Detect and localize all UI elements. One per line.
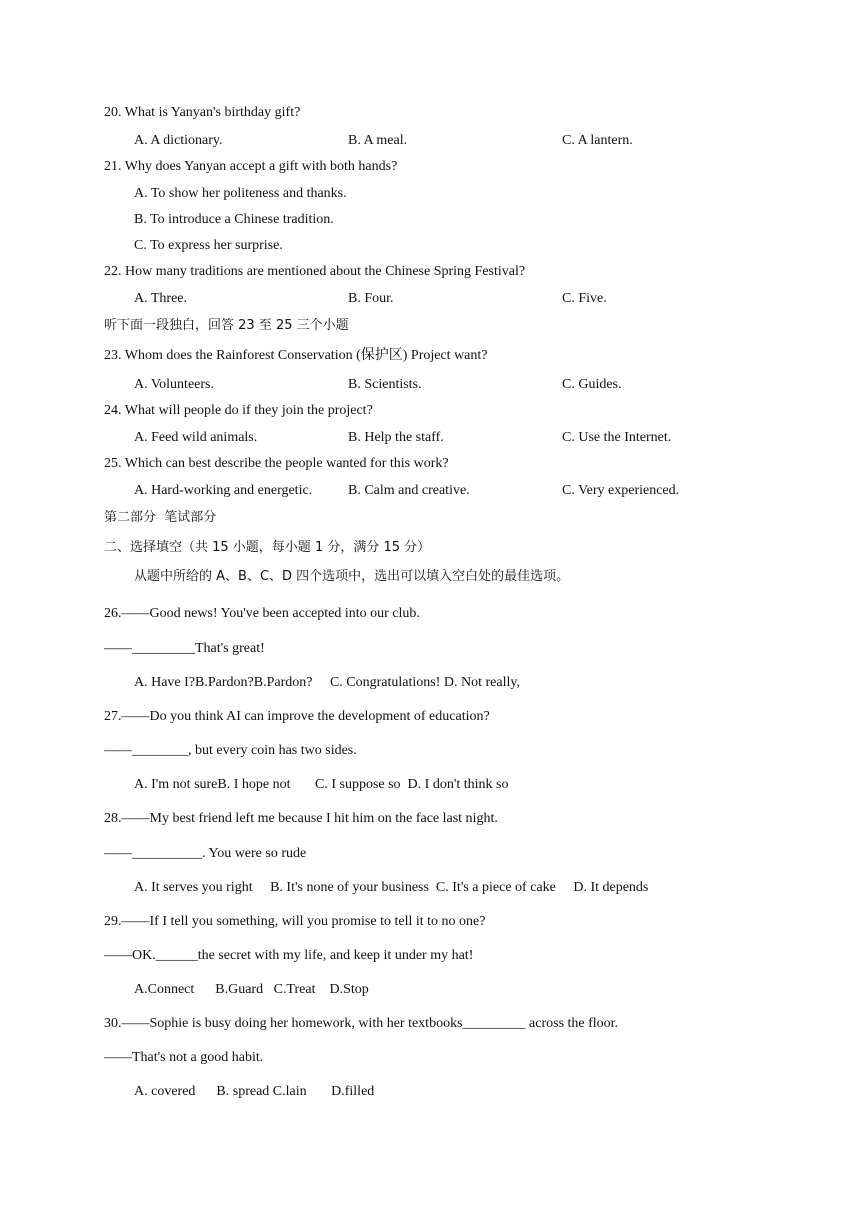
q21-stem: 21. Why does Yanyan accept a gift with both hands? bbox=[104, 159, 398, 174]
q29-options: A.Connect B.Guard C.Treat D.Stop bbox=[134, 982, 369, 997]
q28-options: A. It serves you right B. It's none of your business C. It's a piece of cake D. It depends bbox=[134, 880, 649, 895]
part2-title: 第二部分 笔试部分 bbox=[104, 510, 217, 525]
q25-stem: 25. Which can best describe the people wanted for this work? bbox=[104, 456, 449, 471]
q28-line2: ——__________. You were so rude bbox=[104, 846, 307, 861]
q27-line1: 27.——Do you think AI can improve the development of education? bbox=[104, 709, 490, 724]
q23-option-b: B. Scientists. bbox=[348, 377, 422, 392]
q20-options bbox=[0, 132, 868, 150]
q20-option-a: A. A dictionary. bbox=[134, 133, 223, 148]
section-listen-heading: 听下面一段独白，回答 23 至 25 三个小题 bbox=[104, 318, 349, 333]
q29-line1: 29.——If I tell you something, will you promise to tell it to no one? bbox=[104, 914, 486, 929]
q28-line1: 28.——My best friend left me because I hit him on the face last night. bbox=[104, 811, 498, 826]
q24-options bbox=[0, 429, 868, 447]
q29-line2: ——OK.______the secret with my life, and keep it under my hat! bbox=[104, 948, 474, 963]
q22-options bbox=[0, 290, 868, 308]
q24-option-b: B. Help the staff. bbox=[348, 430, 444, 445]
q25-option-b: B. Calm and creative. bbox=[348, 483, 470, 498]
q24-option-c: C. Use the Internet. bbox=[562, 430, 672, 445]
q21-option-b: B. To introduce a Chinese tradition. bbox=[134, 212, 334, 227]
q21-option-c: C. To express her surprise. bbox=[134, 238, 283, 253]
q21-option-a: A. To show her politeness and thanks. bbox=[134, 186, 347, 201]
q27-line2: ——________, but every coin has two sides. bbox=[104, 743, 357, 758]
q30-line2: ——That's not a good habit. bbox=[104, 1050, 264, 1065]
q23-option-c: C. Guides. bbox=[562, 377, 622, 392]
q26-options: A. Have I?B.Pardon?B.Pardon? C. Congratulations! D. Not really, bbox=[134, 675, 520, 690]
q22-stem: 22. How many traditions are mentioned about the Chinese Spring Festival? bbox=[104, 264, 526, 279]
q22-option-b: B. Four. bbox=[348, 291, 394, 306]
q20-option-c: C. A lantern. bbox=[562, 133, 633, 148]
q26-line2: ——_________That's great! bbox=[104, 641, 265, 656]
q22-option-a: A. Three. bbox=[134, 291, 187, 306]
section2-title: 二、选择填空（共 15 小题，每小题 1 分，满分 15 分） bbox=[104, 540, 431, 555]
q23-option-a: A. Volunteers. bbox=[134, 377, 214, 392]
q30-line1: 30.——Sophie is busy doing her homework, with her textbooks_________ across the floor. bbox=[104, 1016, 619, 1031]
q27-options: A. I'm not sureB. I hope not C. I suppose so D. I don't think so bbox=[134, 777, 509, 792]
q23-options bbox=[0, 376, 868, 394]
q25-option-c: C. Very experienced. bbox=[562, 483, 680, 498]
q22-option-c: C. Five. bbox=[562, 291, 607, 306]
q26-line1: 26.——Good news! You've been accepted into our club. bbox=[104, 606, 420, 621]
section2-instruction: 从题中所给的 A、B、C、D 四个选项中，选出可以填入空白处的最佳选项。 bbox=[134, 569, 570, 584]
q20-stem: 20. What is Yanyan's birthday gift? bbox=[104, 105, 301, 120]
q23-stem: 23. Whom does the Rainforest Conservation (保护区) Project want? bbox=[104, 348, 488, 363]
q25-options bbox=[0, 482, 868, 500]
q24-option-a: A. Feed wild animals. bbox=[134, 430, 258, 445]
q30-options: A. covered B. spread C.lain D.filled bbox=[134, 1084, 375, 1099]
q20-option-b: B. A meal. bbox=[348, 133, 408, 148]
q25-option-a: A. Hard-working and energetic. bbox=[134, 483, 313, 498]
q24-stem: 24. What will people do if they join the project? bbox=[104, 403, 373, 418]
